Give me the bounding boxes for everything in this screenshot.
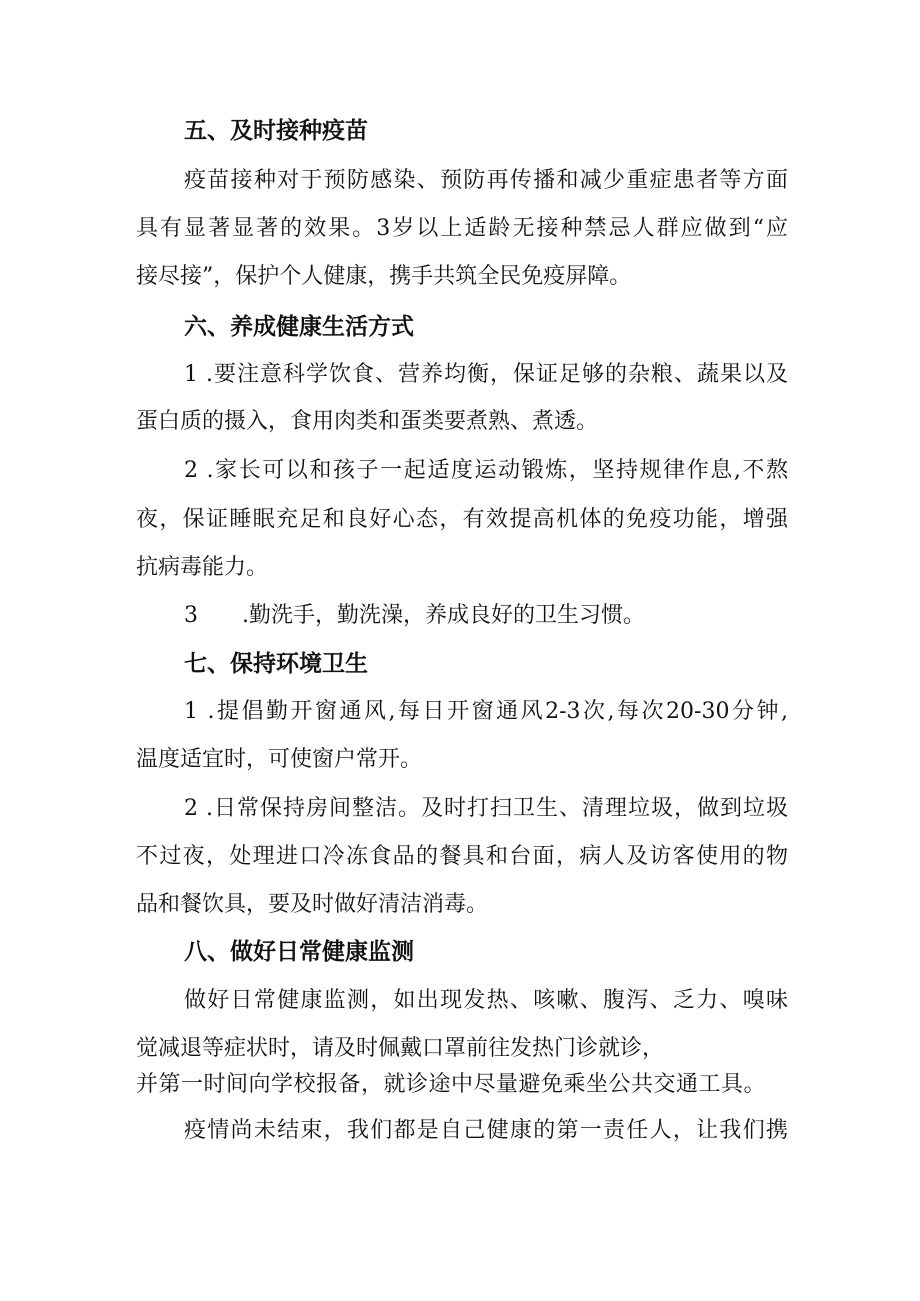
section-7-heading: 七、保持环境卫生	[184, 651, 368, 677]
section-6-item-2-line-1: 2 .家长可以和孩子一起适度运动锻炼，坚持规律作息,不熬	[184, 458, 788, 483]
section-8-line-2: 觉减退等症状时，请及时佩戴口罩前往发热门诊就诊，	[136, 1036, 665, 1061]
section-7-item-2-line-1: 2 .日常保持房间整洁。及时打扫卫生、清理垃圾，做到垃圾	[184, 796, 788, 821]
section-7-item-2-line-2: 不过夜，处理进口冷冻食品的餐具和台面，病人及访客使用的物	[136, 844, 788, 869]
section-6-item-2-line-3: 抗病毒能力。	[136, 555, 269, 580]
section-7-item-1-line-2: 温度适宜时，可使窗户常开。	[136, 747, 423, 772]
section-5-heading: 五、及时接种疫苗	[184, 118, 368, 144]
section-6-heading: 六、养成健康生活方式	[184, 314, 414, 340]
section-6-item-1-line-2: 蛋白质的摄入，食用肉类和蛋类要煮熟、煮透。	[136, 409, 599, 434]
section-8-heading: 八、做好日常健康监测	[184, 939, 414, 965]
section-5-line-1: 疫苗接种对于预防感染、预防再传播和减少重症患者等方面	[184, 168, 788, 193]
section-6-item-1-line-1: 1 .要注意科学饮食、营养均衡，保证足够的杂粮、蔬果以及	[184, 362, 788, 387]
section-6-item-2-line-2: 夜，保证睡眠充足和良好心态，有效提高机体的免疫功能，增强	[136, 507, 788, 532]
section-7-item-2-line-3: 品和餐饮具，要及时做好清洁消毒。	[136, 892, 489, 917]
section-8-line-3: 并第一时间向学校报备，就诊途中尽量避免乘坐公共交通工具。	[136, 1072, 767, 1097]
section-7-item-1-line-1: 1 .提倡勤开窗通风,每日开窗通风2-3次,每次20-30分钟,	[184, 699, 788, 724]
closing-line-1: 疫情尚未结束，我们都是自己健康的第一责任人，让我们携	[184, 1118, 788, 1143]
section-5-line-2: 具有显著显著的效果。3岁以上适龄无接种禁忌人群应做到“应	[136, 216, 788, 241]
section-6-item-3-line-1: 3 .勤洗手，勤洗澡，养成良好的卫生习惯。	[184, 603, 645, 628]
section-5-line-3: 接尽接”，保护个人健康，携手共筑全民免疫屏障。	[136, 264, 632, 289]
section-8-line-1: 做好日常健康监测，如出现发热、咳嗽、腹泻、乏力、嗅味	[184, 988, 788, 1013]
